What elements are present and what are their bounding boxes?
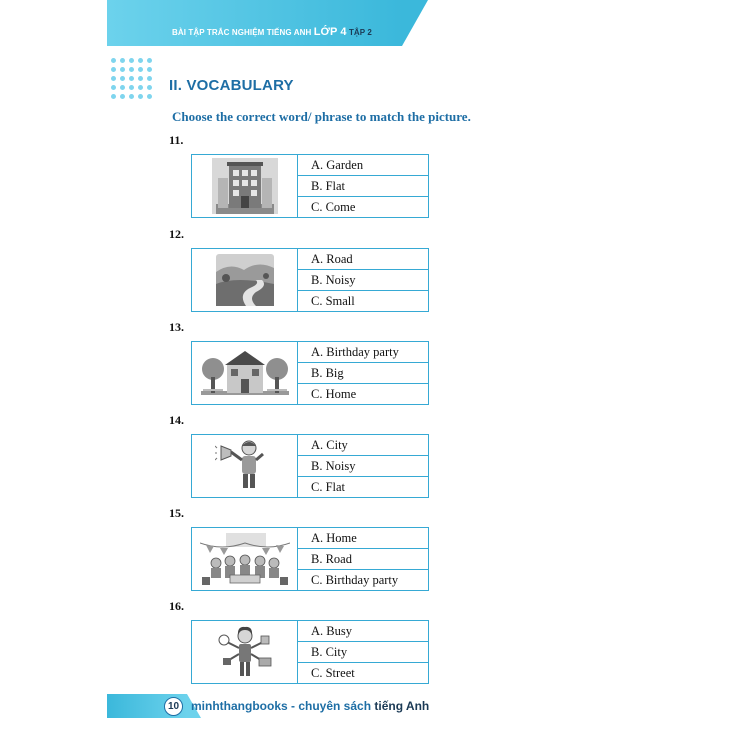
question-table: [191, 154, 429, 218]
option-b[interactable]: B. Big: [298, 363, 428, 384]
question-number: 13.: [169, 320, 184, 334]
dot: [111, 58, 116, 63]
dot: [129, 94, 134, 99]
dot: [147, 67, 152, 72]
option-b[interactable]: B. Noisy: [298, 270, 428, 291]
dot: [147, 94, 152, 99]
option-c[interactable]: C. Birthday party: [311, 572, 399, 587]
house-with-trees-icon: [192, 342, 298, 404]
option-a[interactable]: A. Road: [298, 249, 428, 270]
option-a[interactable]: A. City: [298, 435, 428, 456]
header-title: [172, 26, 372, 38]
busy-woman-icon: [192, 621, 298, 683]
dot: [120, 94, 125, 99]
option-a[interactable]: A. Home: [298, 528, 428, 549]
option-b[interactable]: B. City: [298, 642, 428, 663]
question-table: [191, 434, 429, 498]
option-b[interactable]: B. Road: [298, 549, 428, 570]
dot: [147, 76, 152, 81]
header-title-prefix: BÀI TẬP TRẮC NGHIỆM TIẾNG ANH: [172, 28, 312, 37]
dot: [120, 58, 125, 63]
dot: [147, 58, 152, 63]
footer-brand: [191, 699, 429, 713]
option-c[interactable]: C. Flat: [311, 479, 346, 494]
option-c[interactable]: C. Street: [311, 665, 355, 680]
question-number: 15.: [169, 506, 184, 520]
option-a[interactable]: A. Birthday party: [298, 342, 428, 363]
option-a[interactable]: A. Garden: [298, 155, 428, 176]
building-icon: [192, 155, 298, 217]
question-number: 11.: [169, 133, 184, 147]
question-number: 16.: [169, 599, 184, 613]
option-b[interactable]: B. Flat: [298, 176, 428, 197]
question-table: [191, 248, 429, 312]
section-title: II. VOCABULARY: [169, 77, 294, 94]
dot: [147, 85, 152, 90]
dot: [129, 76, 134, 81]
birthday-party-icon: [192, 528, 298, 590]
dot: [111, 85, 116, 90]
option-b[interactable]: B. Noisy: [298, 456, 428, 477]
dot-grid-decoration: [111, 58, 155, 102]
boy-with-megaphone-icon: [192, 435, 298, 497]
option-a[interactable]: A. Busy: [298, 621, 428, 642]
dot: [111, 76, 116, 81]
dot: [111, 94, 116, 99]
option-c[interactable]: C. Home: [311, 386, 357, 401]
question-number: 14.: [169, 413, 184, 427]
dot: [138, 67, 143, 72]
footer-brand-tail: tiếng Anh: [374, 699, 430, 713]
option-c[interactable]: C. Come: [311, 199, 356, 214]
footer-brand-main: minhthangbooks - chuyên sách: [191, 699, 372, 713]
page-number: 10: [164, 697, 183, 716]
dot: [120, 76, 125, 81]
question-table: [191, 620, 429, 684]
countryside-road-icon: [192, 249, 298, 311]
dot: [138, 58, 143, 63]
question-table: [191, 341, 429, 405]
header-title-grade: LỚP 4: [313, 26, 347, 38]
dot: [138, 94, 143, 99]
dot: [120, 85, 125, 90]
question-number: 12.: [169, 227, 184, 241]
header-title-volume: TẬP 2: [348, 28, 372, 37]
dot: [129, 67, 134, 72]
option-c[interactable]: C. Small: [311, 293, 355, 308]
dot: [111, 67, 116, 72]
header-banner: [107, 0, 402, 46]
dot: [120, 67, 125, 72]
question-table: [191, 527, 429, 591]
dot: [138, 76, 143, 81]
instruction-text: Choose the correct word/ phrase to match the picture.: [172, 109, 471, 124]
dot: [138, 85, 143, 90]
dot: [129, 58, 134, 63]
dot: [129, 85, 134, 90]
